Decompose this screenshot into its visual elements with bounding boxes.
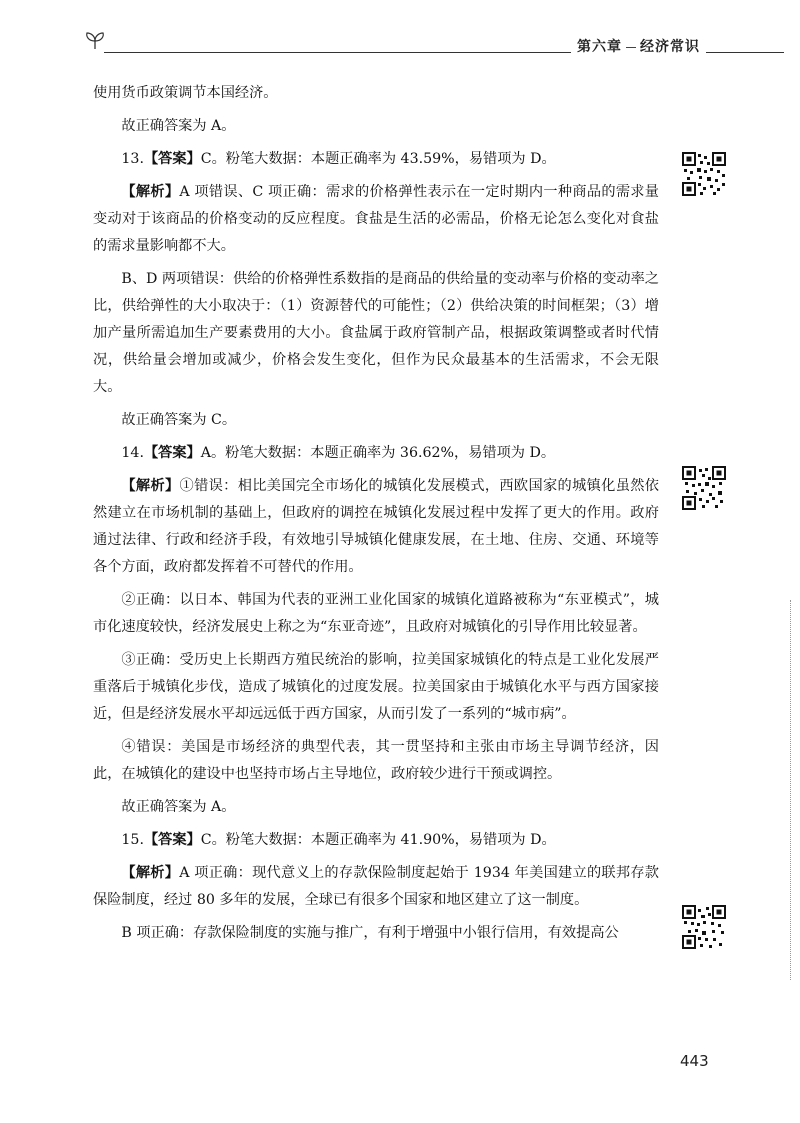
chapter-heading <box>571 36 706 56</box>
paragraph: B 项正确：存款保险制度的实施与推广，有利于增强中小银行信用，有效提高公 <box>121 925 619 941</box>
chapter-number: 第六章 <box>577 39 622 55</box>
page-header <box>84 28 784 62</box>
qr-code-icon[interactable] <box>682 466 726 510</box>
answer-14: 14.【答案】A。粉笔大数据：本题正确率为 36.62%，易错项为 D。 <box>121 445 556 461</box>
sprout-icon <box>84 30 106 50</box>
analysis-13: 【解析】A 项错误、C 项正确：需求的价格弹性表示在一定时期内一种商品的需求量变动对于该商品的价格变动的反应程度。食盐是生活的必需品，价格无论怎么变化对食盐的需求量影响都不大。 <box>93 184 659 254</box>
scan-edge-artifact <box>790 600 792 980</box>
analysis-14: 【解析】①错误：相比美国完全市场化的城镇化发展模式，西欧国家的城镇化虽然依然建立在市场机制的基础上，但政府的调控在城镇化发展过程中发挥了更大的作用。政府通过法律、行政和经济手段，有效地引导城镇化健康发展，在土地、住房、交通、环境等各个方面，政府都发挥着不可替代的作用。 <box>93 478 659 575</box>
paragraph: ②正确：以日本、韩国为代表的亚洲工业化国家的城镇化道路被称为“东亚模式”，城市化速度较快，经济发展史上称之为“东亚奇迹”，且政府对城镇化的引导作用比较显著。 <box>93 592 659 635</box>
paragraph: 使用货币政策调节本国经济。 <box>93 85 278 101</box>
answer-15: 15.【答案】C。粉笔大数据：本题正确率为 41.90%，易错项为 D。 <box>121 832 556 848</box>
paragraph: ④错误：美国是市场经济的典型代表，其一贯坚持和主张由市场主导调节经济，因此，在城镇化的建设中也坚持市场占主导地位，政府较少进行干预或调控。 <box>93 739 659 782</box>
page-number: 443 <box>680 1052 709 1070</box>
paragraph: ③正确：受历史上长期西方殖民统治的影响，拉美国家城镇化的特点是工业化发展严重落后于城镇化步伐，造成了城镇化的过度发展。拉美国家由于城镇化水平与西方国家接近，但是经济发展水平却远远低于西方国家，从而引发了一系列的“城市病”。 <box>93 652 659 722</box>
qr-code-icon[interactable] <box>682 905 726 949</box>
answer-13: 13.【答案】C。粉笔大数据：本题正确率为 43.59%，易错项为 D。 <box>121 151 556 167</box>
chapter-title: 经济常识 <box>640 39 700 55</box>
analysis-15: 【解析】A 项正确：现代意义上的存款保险制度起始于 1934 年美国建立的联邦存款保险制度，经过 80 多年的发展，全球已有很多个国家和地区建立了这一制度。 <box>93 865 659 908</box>
page-body <box>93 80 659 953</box>
paragraph: 故正确答案为 A。 <box>121 118 236 134</box>
paragraph: 故正确答案为 A。 <box>121 799 236 815</box>
paragraph: 故正确答案为 C。 <box>121 412 237 428</box>
qr-code-icon[interactable] <box>682 152 726 196</box>
paragraph: B、D 两项错误：供给的价格弹性系数指的是商品的供给量的变动率与价格的变动率之比，供给弹性的大小取决于：（1）资源替代的可能性；（2）供给决策的时间框架；（3）增加产量所需追加生产要素费用的大小。食盐属于政府管制产品，根据政策调整或者时代情况，供给量会增加或减少，价格会发生变化，但作为民众最基本的生活需求，不会无限大。 <box>93 271 659 395</box>
